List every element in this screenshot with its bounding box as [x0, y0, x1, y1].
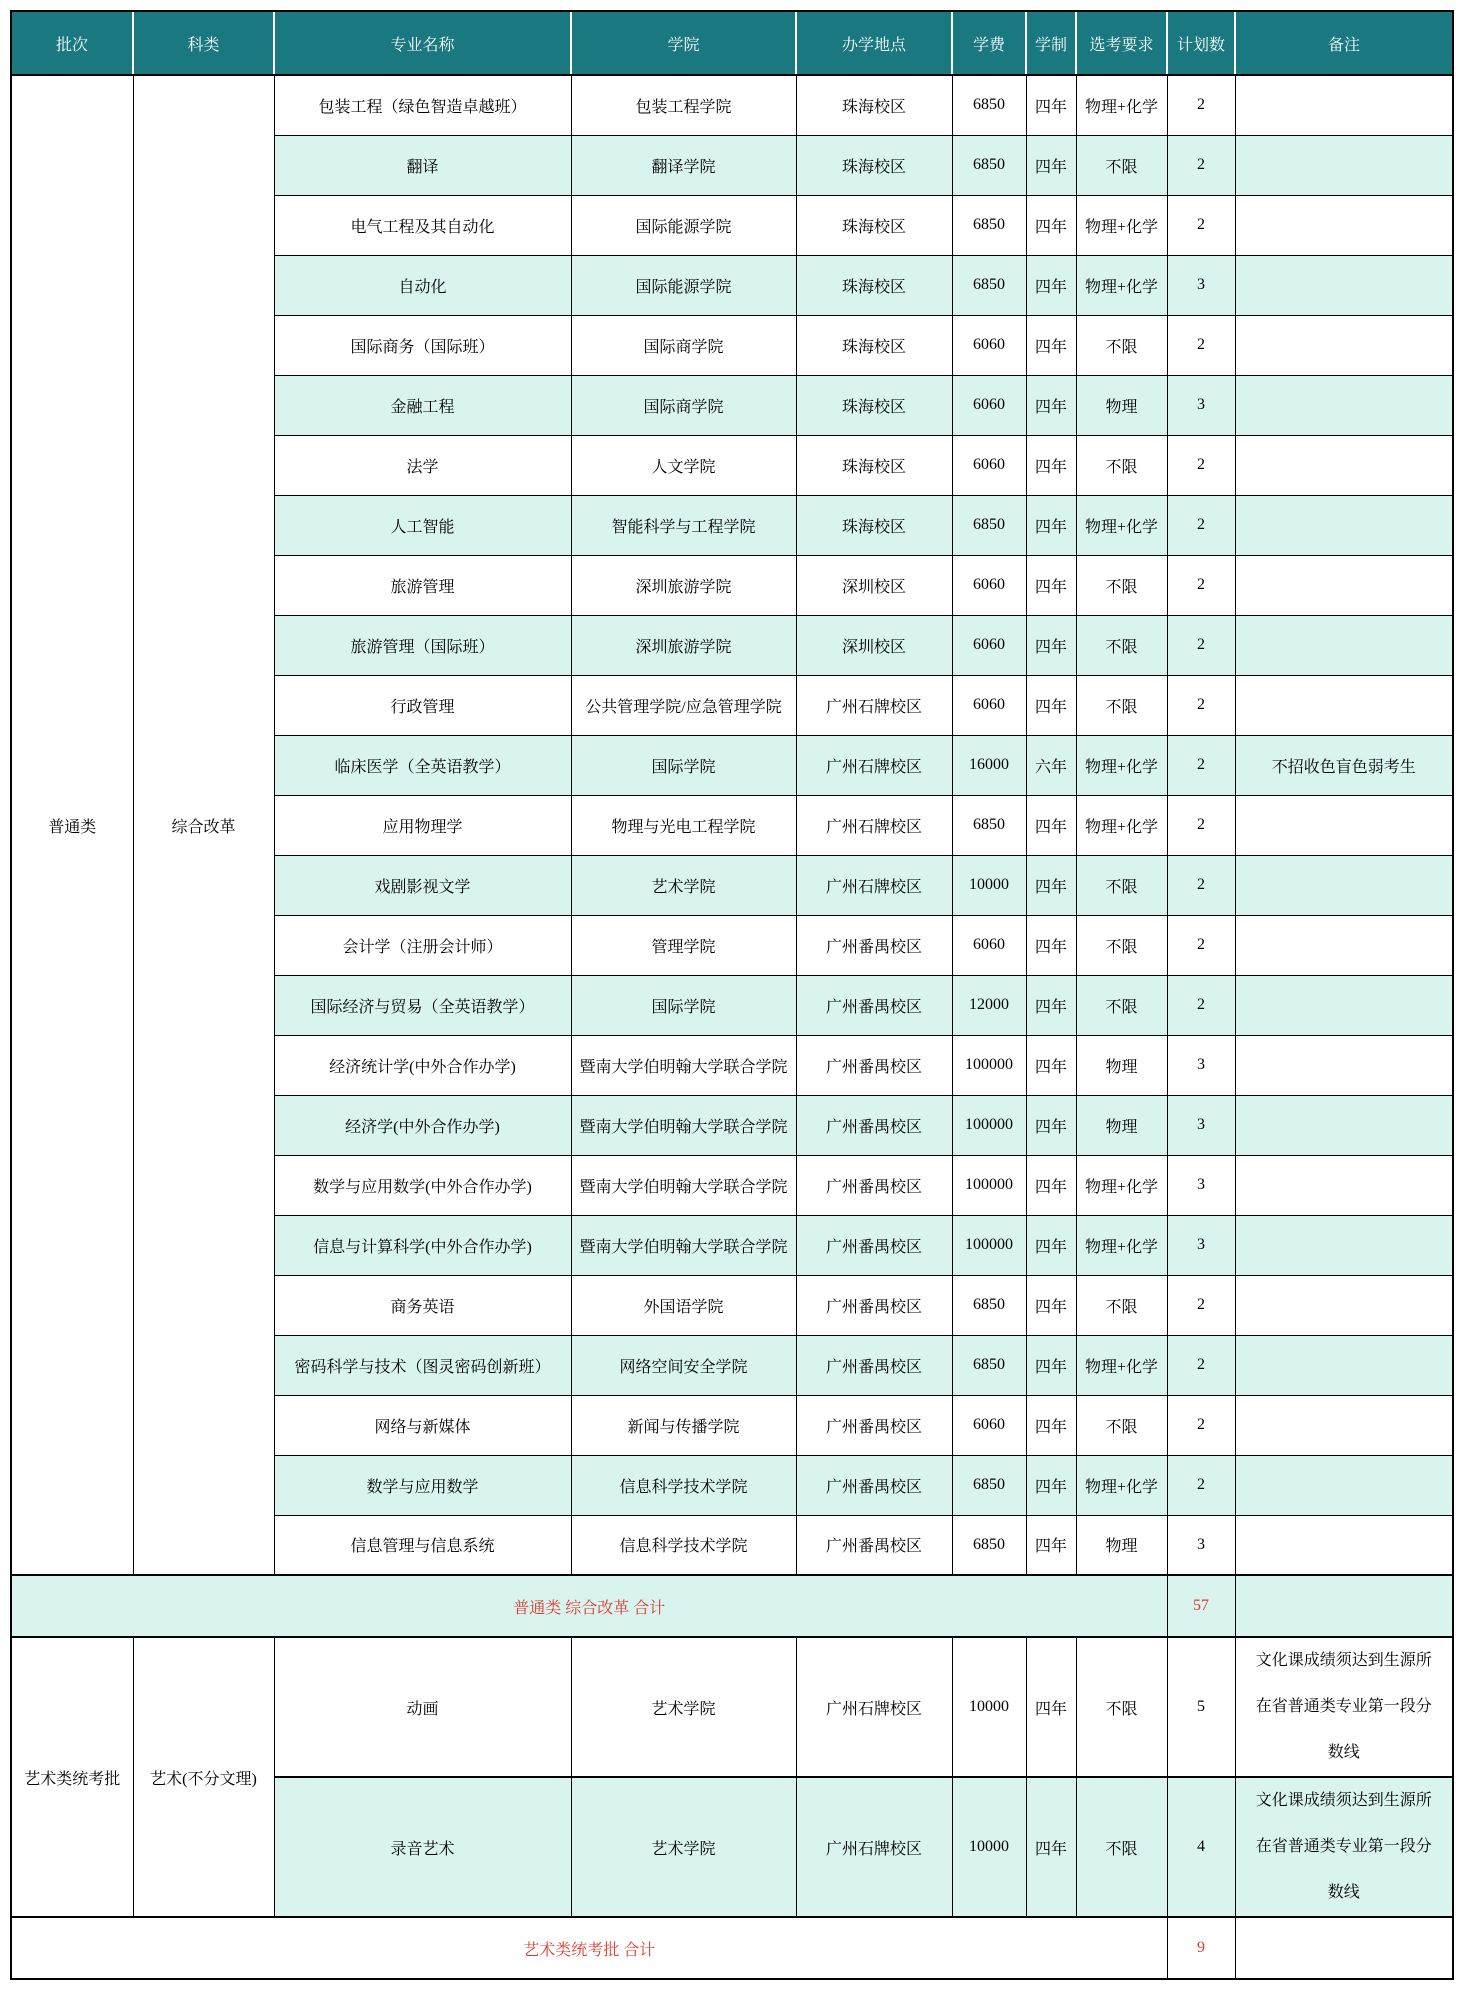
- cell-remark: [1235, 1095, 1453, 1155]
- cell-college: 暨南大学伯明翰大学联合学院: [571, 1215, 796, 1275]
- cell-remark: [1235, 795, 1453, 855]
- cell-tuition: 6060: [952, 375, 1026, 435]
- cell-plan: 3: [1167, 1215, 1235, 1275]
- cell-tuition: 6850: [952, 75, 1026, 135]
- cell-major: 商务英语: [274, 1275, 571, 1335]
- cell-remark: [1235, 1215, 1453, 1275]
- cell-campus: 珠海校区: [796, 75, 952, 135]
- col-header-campus: 办学地点: [796, 11, 952, 75]
- cell-campus: 珠海校区: [796, 135, 952, 195]
- cell-remark: [1235, 915, 1453, 975]
- cell-college: 国际能源学院: [571, 195, 796, 255]
- cell-campus: 广州番禺校区: [796, 1275, 952, 1335]
- cell-tuition: 6850: [952, 1455, 1026, 1515]
- summary-remark: [1235, 1575, 1453, 1637]
- cell-remark: [1235, 1455, 1453, 1515]
- cell-college: 翻译学院: [571, 135, 796, 195]
- cell-plan: 2: [1167, 975, 1235, 1035]
- summary-label: 普通类 综合改革 合计: [11, 1575, 1167, 1637]
- cell-tuition: 100000: [952, 1155, 1026, 1215]
- cell-major: 会计学（注册会计师）: [274, 915, 571, 975]
- cell-campus: 深圳校区: [796, 555, 952, 615]
- cell-remark: [1235, 1275, 1453, 1335]
- cell-college: 国际学院: [571, 975, 796, 1035]
- cell-campus: 广州石牌校区: [796, 1637, 952, 1777]
- cell-college: 国际学院: [571, 735, 796, 795]
- table-row: [11, 1637, 1453, 1777]
- cell-plan: 3: [1167, 1155, 1235, 1215]
- cell-plan: 5: [1167, 1637, 1235, 1777]
- cell-duration: 四年: [1026, 675, 1076, 735]
- cell-duration: 四年: [1026, 1275, 1076, 1335]
- cell-major: 旅游管理: [274, 555, 571, 615]
- cell-plan: 3: [1167, 1035, 1235, 1095]
- cell-campus: 珠海校区: [796, 375, 952, 435]
- cell-major: 数学与应用数学: [274, 1455, 571, 1515]
- cell-remark: [1235, 495, 1453, 555]
- cell-remark: [1235, 375, 1453, 435]
- cell-major: 录音艺术: [274, 1777, 571, 1917]
- cell-remark: [1235, 555, 1453, 615]
- cell-major: 金融工程: [274, 375, 571, 435]
- cell-major: 国际商务（国际班）: [274, 315, 571, 375]
- cell-college: 信息科学技术学院: [571, 1515, 796, 1575]
- cell-exam-req: 物理: [1076, 375, 1167, 435]
- cell-duration: 四年: [1026, 555, 1076, 615]
- cell-major: 旅游管理（国际班）: [274, 615, 571, 675]
- cell-plan: 2: [1167, 795, 1235, 855]
- cell-exam-req: 不限: [1076, 1777, 1167, 1917]
- cell-duration: 四年: [1026, 1395, 1076, 1455]
- cell-exam-req: 物理+化学: [1076, 1215, 1167, 1275]
- col-header-major: 专业名称: [274, 11, 571, 75]
- cell-duration: 四年: [1026, 75, 1076, 135]
- cell-exam-req: 物理+化学: [1076, 735, 1167, 795]
- cell-remark: 不招收色盲色弱考生: [1235, 735, 1453, 795]
- cell-duration: 四年: [1026, 855, 1076, 915]
- cell-duration: 四年: [1026, 1515, 1076, 1575]
- col-header-category: 科类: [133, 11, 274, 75]
- cell-tuition: 6850: [952, 255, 1026, 315]
- cell-exam-req: 不限: [1076, 435, 1167, 495]
- cell-remark: [1235, 855, 1453, 915]
- cell-duration: 四年: [1026, 1095, 1076, 1155]
- cell-major: 数学与应用数学(中外合作办学): [274, 1155, 571, 1215]
- cell-plan: 2: [1167, 1455, 1235, 1515]
- cell-exam-req: 不限: [1076, 135, 1167, 195]
- cell-college: 人文学院: [571, 435, 796, 495]
- cell-plan: 4: [1167, 1777, 1235, 1917]
- cell-campus: 广州番禺校区: [796, 1095, 952, 1155]
- summary-remark: [1235, 1917, 1453, 1979]
- cell-tuition: 100000: [952, 1035, 1026, 1095]
- header-row: [11, 11, 1453, 75]
- cell-duration: 四年: [1026, 1637, 1076, 1777]
- cell-exam-req: 不限: [1076, 1275, 1167, 1335]
- cell-college: 信息科学技术学院: [571, 1455, 796, 1515]
- cell-major: 法学: [274, 435, 571, 495]
- cell-category: 艺术(不分文理): [133, 1637, 274, 1917]
- cell-plan: 2: [1167, 495, 1235, 555]
- cell-major: 临床医学（全英语教学）: [274, 735, 571, 795]
- cell-campus: 广州番禺校区: [796, 1155, 952, 1215]
- cell-duration: 四年: [1026, 375, 1076, 435]
- cell-duration: 四年: [1026, 135, 1076, 195]
- cell-category: 综合改革: [133, 75, 274, 1575]
- cell-exam-req: 物理+化学: [1076, 495, 1167, 555]
- cell-remark: [1235, 1515, 1453, 1575]
- cell-major: 动画: [274, 1637, 571, 1777]
- cell-major: 戏剧影视文学: [274, 855, 571, 915]
- cell-college: 国际商学院: [571, 375, 796, 435]
- cell-batch: 普通类: [11, 75, 133, 1575]
- cell-tuition: 10000: [952, 1777, 1026, 1917]
- cell-duration: 四年: [1026, 195, 1076, 255]
- cell-campus: 广州番禺校区: [796, 1455, 952, 1515]
- cell-college: 公共管理学院/应急管理学院: [571, 675, 796, 735]
- cell-remark: [1235, 1335, 1453, 1395]
- cell-exam-req: 物理: [1076, 1515, 1167, 1575]
- cell-tuition: 10000: [952, 855, 1026, 915]
- cell-plan: 2: [1167, 855, 1235, 915]
- cell-major: 包装工程（绿色智造卓越班）: [274, 75, 571, 135]
- cell-tuition: 16000: [952, 735, 1026, 795]
- cell-duration: 四年: [1026, 495, 1076, 555]
- cell-exam-req: 不限: [1076, 915, 1167, 975]
- col-header-tuition: 学费: [952, 11, 1026, 75]
- summary-total: 9: [1167, 1917, 1235, 1979]
- cell-duration: 六年: [1026, 735, 1076, 795]
- cell-campus: 广州石牌校区: [796, 795, 952, 855]
- cell-plan: 2: [1167, 675, 1235, 735]
- cell-college: 物理与光电工程学院: [571, 795, 796, 855]
- cell-campus: 珠海校区: [796, 315, 952, 375]
- cell-major: 翻译: [274, 135, 571, 195]
- cell-remark: [1235, 1395, 1453, 1455]
- cell-major: 自动化: [274, 255, 571, 315]
- cell-duration: 四年: [1026, 435, 1076, 495]
- cell-college: 国际商学院: [571, 315, 796, 375]
- cell-college: 新闻与传播学院: [571, 1395, 796, 1455]
- cell-remark: [1235, 255, 1453, 315]
- summary-row: [11, 1917, 1453, 1979]
- cell-remark: [1235, 615, 1453, 675]
- cell-exam-req: 不限: [1076, 555, 1167, 615]
- cell-tuition: 6060: [952, 435, 1026, 495]
- cell-tuition: 100000: [952, 1215, 1026, 1275]
- cell-campus: 广州番禺校区: [796, 1215, 952, 1275]
- cell-college: 暨南大学伯明翰大学联合学院: [571, 1155, 796, 1215]
- cell-campus: 广州番禺校区: [796, 1035, 952, 1095]
- cell-duration: 四年: [1026, 1777, 1076, 1917]
- cell-plan: 2: [1167, 135, 1235, 195]
- cell-remark: [1235, 435, 1453, 495]
- cell-remark: [1235, 75, 1453, 135]
- cell-tuition: 6060: [952, 315, 1026, 375]
- cell-major: 密码科学与技术（图灵密码创新班）: [274, 1335, 571, 1395]
- cell-plan: 3: [1167, 1095, 1235, 1155]
- summary-row: [11, 1575, 1453, 1637]
- cell-plan: 2: [1167, 1275, 1235, 1335]
- cell-exam-req: 不限: [1076, 975, 1167, 1035]
- cell-remark: 文化课成绩须达到生源所在省普通类专业第一段分数线: [1235, 1777, 1453, 1917]
- cell-college: 国际能源学院: [571, 255, 796, 315]
- cell-college: 管理学院: [571, 915, 796, 975]
- cell-tuition: 6060: [952, 675, 1026, 735]
- cell-college: 艺术学院: [571, 1777, 796, 1917]
- cell-exam-req: 物理+化学: [1076, 1455, 1167, 1515]
- cell-exam-req: 物理+化学: [1076, 75, 1167, 135]
- cell-campus: 广州番禺校区: [796, 915, 952, 975]
- cell-plan: 2: [1167, 915, 1235, 975]
- cell-campus: 广州番禺校区: [796, 1515, 952, 1575]
- cell-campus: 珠海校区: [796, 255, 952, 315]
- cell-remark: [1235, 675, 1453, 735]
- admission-plan-table: [10, 10, 1454, 1980]
- cell-tuition: 6850: [952, 1515, 1026, 1575]
- col-header-duration: 学制: [1026, 11, 1076, 75]
- cell-exam-req: 物理+化学: [1076, 195, 1167, 255]
- cell-tuition: 6850: [952, 1275, 1026, 1335]
- cell-tuition: 6850: [952, 795, 1026, 855]
- col-header-college: 学院: [571, 11, 796, 75]
- cell-tuition: 6060: [952, 915, 1026, 975]
- cell-major: 经济学(中外合作办学): [274, 1095, 571, 1155]
- cell-major: 人工智能: [274, 495, 571, 555]
- summary-label: 艺术类统考批 合计: [11, 1917, 1167, 1979]
- cell-exam-req: 物理: [1076, 1035, 1167, 1095]
- cell-campus: 广州石牌校区: [796, 1777, 952, 1917]
- cell-duration: 四年: [1026, 615, 1076, 675]
- cell-plan: 2: [1167, 195, 1235, 255]
- cell-plan: 3: [1167, 255, 1235, 315]
- cell-remark: [1235, 1035, 1453, 1095]
- cell-tuition: 12000: [952, 975, 1026, 1035]
- cell-college: 深圳旅游学院: [571, 615, 796, 675]
- cell-college: 暨南大学伯明翰大学联合学院: [571, 1095, 796, 1155]
- cell-exam-req: 不限: [1076, 1637, 1167, 1777]
- col-header-plan: 计划数: [1167, 11, 1235, 75]
- cell-plan: 3: [1167, 375, 1235, 435]
- cell-major: 经济统计学(中外合作办学): [274, 1035, 571, 1095]
- cell-duration: 四年: [1026, 1215, 1076, 1275]
- cell-exam-req: 不限: [1076, 615, 1167, 675]
- cell-plan: 2: [1167, 555, 1235, 615]
- cell-remark: [1235, 1155, 1453, 1215]
- cell-plan: 2: [1167, 735, 1235, 795]
- cell-remark: 文化课成绩须达到生源所在省普通类专业第一段分数线: [1235, 1637, 1453, 1777]
- cell-campus: 广州石牌校区: [796, 735, 952, 795]
- cell-campus: 广州石牌校区: [796, 675, 952, 735]
- cell-tuition: 6850: [952, 135, 1026, 195]
- cell-duration: 四年: [1026, 255, 1076, 315]
- cell-campus: 广州番禺校区: [796, 1335, 952, 1395]
- cell-campus: 深圳校区: [796, 615, 952, 675]
- cell-major: 信息与计算科学(中外合作办学): [274, 1215, 571, 1275]
- cell-exam-req: 物理+化学: [1076, 1155, 1167, 1215]
- cell-plan: 2: [1167, 615, 1235, 675]
- cell-exam-req: 不限: [1076, 315, 1167, 375]
- cell-major: 应用物理学: [274, 795, 571, 855]
- col-header-remark: 备注: [1235, 11, 1453, 75]
- cell-major: 国际经济与贸易（全英语教学）: [274, 975, 571, 1035]
- cell-plan: 2: [1167, 75, 1235, 135]
- col-header-exam-req: 选考要求: [1076, 11, 1167, 75]
- cell-tuition: 6850: [952, 1335, 1026, 1395]
- cell-batch: 艺术类统考批: [11, 1637, 133, 1917]
- cell-campus: 珠海校区: [796, 495, 952, 555]
- cell-remark: [1235, 315, 1453, 375]
- cell-tuition: 10000: [952, 1637, 1026, 1777]
- cell-major: 行政管理: [274, 675, 571, 735]
- cell-remark: [1235, 195, 1453, 255]
- cell-campus: 珠海校区: [796, 435, 952, 495]
- cell-duration: 四年: [1026, 795, 1076, 855]
- cell-college: 网络空间安全学院: [571, 1335, 796, 1395]
- cell-duration: 四年: [1026, 975, 1076, 1035]
- table-row: [11, 75, 1453, 135]
- cell-tuition: 6850: [952, 195, 1026, 255]
- cell-plan: 2: [1167, 315, 1235, 375]
- cell-college: 外国语学院: [571, 1275, 796, 1335]
- cell-college: 艺术学院: [571, 1637, 796, 1777]
- cell-exam-req: 物理+化学: [1076, 255, 1167, 315]
- cell-exam-req: 物理+化学: [1076, 795, 1167, 855]
- cell-college: 智能科学与工程学院: [571, 495, 796, 555]
- cell-plan: 2: [1167, 435, 1235, 495]
- cell-campus: 广州番禺校区: [796, 1395, 952, 1455]
- cell-exam-req: 不限: [1076, 675, 1167, 735]
- cell-plan: 2: [1167, 1335, 1235, 1395]
- cell-exam-req: 物理: [1076, 1095, 1167, 1155]
- cell-remark: [1235, 135, 1453, 195]
- cell-major: 电气工程及其自动化: [274, 195, 571, 255]
- cell-duration: 四年: [1026, 1455, 1076, 1515]
- cell-tuition: 6060: [952, 1395, 1026, 1455]
- cell-tuition: 100000: [952, 1095, 1026, 1155]
- cell-plan: 2: [1167, 1395, 1235, 1455]
- cell-college: 深圳旅游学院: [571, 555, 796, 615]
- cell-duration: 四年: [1026, 1035, 1076, 1095]
- cell-college: 艺术学院: [571, 855, 796, 915]
- cell-major: 信息管理与信息系统: [274, 1515, 571, 1575]
- cell-campus: 珠海校区: [796, 195, 952, 255]
- cell-duration: 四年: [1026, 915, 1076, 975]
- cell-tuition: 6060: [952, 555, 1026, 615]
- col-header-batch: 批次: [11, 11, 133, 75]
- cell-exam-req: 不限: [1076, 1395, 1167, 1455]
- cell-major: 网络与新媒体: [274, 1395, 571, 1455]
- summary-total: 57: [1167, 1575, 1235, 1637]
- cell-exam-req: 不限: [1076, 855, 1167, 915]
- cell-duration: 四年: [1026, 1155, 1076, 1215]
- cell-college: 包装工程学院: [571, 75, 796, 135]
- cell-campus: 广州番禺校区: [796, 975, 952, 1035]
- cell-duration: 四年: [1026, 1335, 1076, 1395]
- cell-remark: [1235, 975, 1453, 1035]
- cell-exam-req: 物理+化学: [1076, 1335, 1167, 1395]
- cell-tuition: 6850: [952, 495, 1026, 555]
- cell-plan: 3: [1167, 1515, 1235, 1575]
- cell-tuition: 6060: [952, 615, 1026, 675]
- cell-college: 暨南大学伯明翰大学联合学院: [571, 1035, 796, 1095]
- cell-campus: 广州石牌校区: [796, 855, 952, 915]
- cell-duration: 四年: [1026, 315, 1076, 375]
